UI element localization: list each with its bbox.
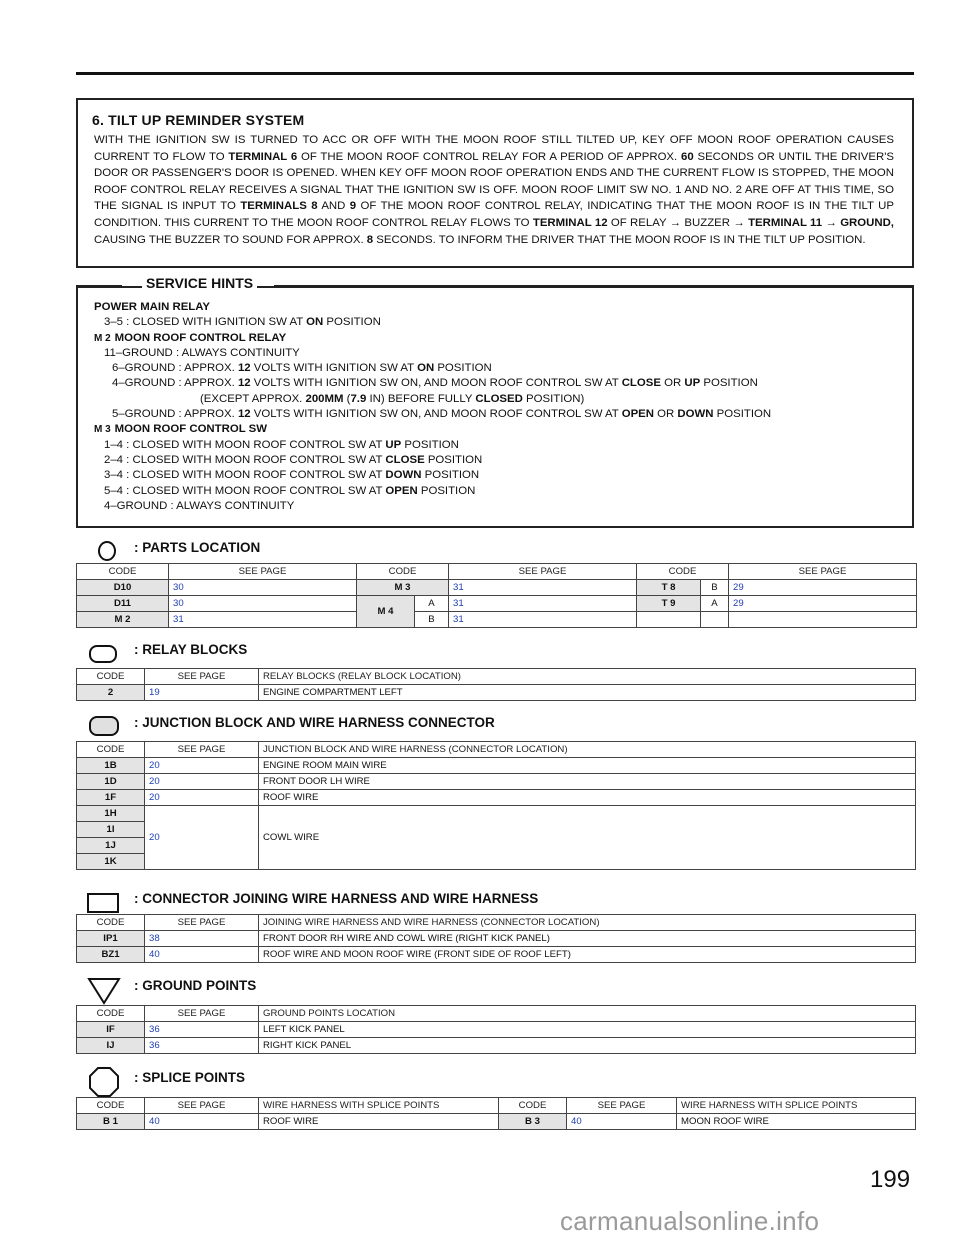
column-header: CODE bbox=[77, 564, 169, 580]
junction-block-table bbox=[76, 741, 916, 870]
tilt-up-section bbox=[76, 98, 914, 268]
table-row: 1K bbox=[77, 854, 916, 870]
junction-block-icon bbox=[88, 714, 120, 738]
divider bbox=[76, 285, 122, 287]
table-row: 1D 20 FRONT DOOR LH WIRE bbox=[77, 774, 916, 790]
hint-line: 4–GROUND : ALWAYS CONTINUITY bbox=[104, 499, 295, 512]
table-row: B 1 40 ROOF WIRE B 3 40 MOON ROOF WIRE bbox=[77, 1114, 916, 1130]
column-header: SEE PAGE bbox=[145, 1098, 259, 1114]
hint-line: 3–4 : CLOSED WITH MOON ROOF CONTROL SW AT DOWN POSITION bbox=[104, 469, 480, 482]
column-header: CODE bbox=[77, 1098, 145, 1114]
page-number: 199 bbox=[870, 1166, 911, 1193]
parts-location-icon bbox=[96, 540, 118, 562]
column-header: SEE PAGE bbox=[169, 564, 357, 580]
hint-line: 5–4 : CLOSED WITH MOON ROOF CONTROL SW AT OPEN POSITION bbox=[104, 484, 476, 497]
splice-point-icon bbox=[88, 1066, 120, 1098]
ground-points-title: : GROUND POINTS bbox=[134, 978, 257, 993]
table-row: 1I bbox=[77, 822, 916, 838]
table-header-row bbox=[77, 564, 917, 580]
column-header: CODE bbox=[77, 669, 145, 685]
hint-heading: M 2 MOON ROOF CONTROL RELAY bbox=[94, 331, 287, 344]
column-header: JUNCTION BLOCK AND WIRE HARNESS (CONNECTOR LOCATION) bbox=[259, 742, 916, 758]
hint-heading: M 3 MOON ROOF CONTROL SW bbox=[94, 423, 267, 436]
splice-points-table bbox=[76, 1097, 916, 1130]
column-header: SEE PAGE bbox=[145, 742, 259, 758]
ground-points-table bbox=[76, 1005, 916, 1054]
service-hints-header bbox=[76, 274, 914, 298]
table-row: 2 19 ENGINE COMPARTMENT LEFT bbox=[77, 685, 916, 701]
hint-line: 3–5 : CLOSED WITH IGNITION SW AT ON POSITION bbox=[104, 316, 381, 329]
column-header: CODE bbox=[637, 564, 729, 580]
column-header: CODE bbox=[357, 564, 449, 580]
hint-heading: POWER MAIN RELAY bbox=[94, 301, 211, 313]
table-header-row bbox=[77, 669, 916, 685]
tilt-description: WITH THE IGNITION SW IS TURNED TO ACC OR OFF WITH THE MOON ROOF STILL TILTED UP, KEY OFF MOON ROOF OPERATION CAUSES CURRENT TO FLOW TO TERMINAL 6 OF THE MOON ROOF CONTROL RELAY FOR A PERIOD OF APPROX. 60 SECONDS OR UNTIL THE DRIVER'S DOOR OR PASSENGER'S DOOR IS OPENED. WHEN KEY OFF MOON ROOF OPERATION ENDS AND THE CURRENT FLOW IS STOPPED, THE MOON ROOF CONTROL RELAY RECEIVES A SIGNAL THAT THE IGNITION SW IS OFF. MOON ROOF LIMIT SW NO. 1 AND NO. 2 ARE OFF AT THIS TIME, SO THE SIGNAL IS INPUT TO TERMINALS 8 AND 9 OF THE MOON ROOF CONTROL RELAY, INDICATING THAT THE MOON ROOF IS IN THE TILT UP CONDITION. THIS CURRENT TO THE MOON ROOF CONTROL RELAY FLOWS TO TERMINAL 12 OF RELAY → BUZZER → TERMINAL 11 → GROUND, CAUSING THE BUZZER TO SOUND FOR APPROX. 8 SECONDS. TO INFORM THE DRIVER THAT THE MOON ROOF IS IN THE TILT UP POSITION. bbox=[94, 134, 894, 246]
parts-location-table bbox=[76, 563, 917, 628]
column-header: RELAY BLOCKS (RELAY BLOCK LOCATION) bbox=[259, 669, 916, 685]
table-header-row bbox=[77, 915, 916, 931]
hint-line: 2–4 : CLOSED WITH MOON ROOF CONTROL SW AT CLOSE POSITION bbox=[104, 453, 483, 466]
hint-line: (EXCEPT APPROX. 200MM (7.9 IN) BEFORE FULLY CLOSED POSITION) bbox=[200, 392, 585, 405]
column-header: SEE PAGE bbox=[145, 915, 259, 931]
table-row: BZ1 40 ROOF WIRE AND MOON ROOF WIRE (FRONT SIDE OF ROOF LEFT) bbox=[77, 947, 916, 963]
column-header: WIRE HARNESS WITH SPLICE POINTS bbox=[677, 1098, 916, 1114]
column-header: SEE PAGE bbox=[449, 564, 637, 580]
table-row: IP1 38 FRONT DOOR RH WIRE AND COWL WIRE (RIGHT KICK PANEL) bbox=[77, 931, 916, 947]
column-header: SEE PAGE bbox=[567, 1098, 677, 1114]
table-row: D11 30 M 4 A 31 T 9 A 29 bbox=[77, 596, 917, 612]
hint-line: 1–4 : CLOSED WITH MOON ROOF CONTROL SW AT UP POSITION bbox=[104, 438, 459, 451]
table-row: IJ 36 RIGHT KICK PANEL bbox=[77, 1038, 916, 1054]
table-header-row bbox=[77, 1098, 916, 1114]
table-header-row bbox=[77, 742, 916, 758]
column-header: CODE bbox=[77, 1006, 145, 1022]
section-title: 6. TILT UP REMINDER SYSTEM bbox=[92, 112, 305, 128]
service-hints-body bbox=[94, 300, 902, 514]
column-header: SEE PAGE bbox=[729, 564, 917, 580]
divider bbox=[274, 285, 914, 287]
column-header: CODE bbox=[499, 1098, 567, 1114]
top-rule bbox=[76, 72, 914, 75]
relay-blocks-title: : RELAY BLOCKS bbox=[134, 642, 248, 657]
service-hints-title: SERVICE HINTS bbox=[142, 275, 257, 291]
splice-points-title: : SPLICE POINTS bbox=[134, 1070, 246, 1085]
connector-joining-title: : CONNECTOR JOINING WIRE HARNESS AND WIRE HARNESS bbox=[134, 891, 539, 906]
table-row: 1B 20 ENGINE ROOM MAIN WIRE bbox=[77, 758, 916, 774]
hint-line: 4–GROUND : APPROX. 12 VOLTS WITH IGNITION SW ON, AND MOON ROOF CONTROL SW AT CLOSE OR UP POSITION bbox=[112, 377, 758, 390]
connector-joining-table bbox=[76, 914, 916, 963]
table-row: IF 36 LEFT KICK PANEL bbox=[77, 1022, 916, 1038]
column-header: WIRE HARNESS WITH SPLICE POINTS bbox=[259, 1098, 499, 1114]
column-header: SEE PAGE bbox=[145, 669, 259, 685]
table-header-row bbox=[77, 1006, 916, 1022]
junction-block-title: : JUNCTION BLOCK AND WIRE HARNESS CONNECTOR bbox=[134, 715, 495, 730]
relay-block-icon bbox=[88, 643, 118, 665]
hint-line: 11–GROUND : ALWAYS CONTINUITY bbox=[104, 346, 300, 359]
service-hints-section bbox=[76, 286, 914, 528]
column-header: JOINING WIRE HARNESS AND WIRE HARNESS (CONNECTOR LOCATION) bbox=[259, 915, 916, 931]
column-header: SEE PAGE bbox=[145, 1006, 259, 1022]
table-row: 1H 20 COWL WIRE bbox=[77, 806, 916, 822]
watermark: carmanualsonline.info bbox=[560, 1206, 820, 1236]
table-row: M 2 31 B 31 bbox=[77, 612, 917, 628]
hint-line: 6–GROUND : APPROX. 12 VOLTS WITH IGNITION SW AT ON POSITION bbox=[112, 362, 492, 375]
column-header: CODE bbox=[77, 915, 145, 931]
table-row: 1J bbox=[77, 838, 916, 854]
relay-blocks-table bbox=[76, 668, 916, 701]
parts-location-title: : PARTS LOCATION bbox=[134, 540, 261, 555]
table-row: D10 30 M 3 31 T 8 B 29 bbox=[77, 580, 917, 596]
table-row: 1F 20 ROOF WIRE bbox=[77, 790, 916, 806]
connector-icon bbox=[86, 891, 120, 915]
ground-point-icon bbox=[86, 976, 122, 1006]
column-header: CODE bbox=[77, 742, 145, 758]
hint-line: 5–GROUND : APPROX. 12 VOLTS WITH IGNITION SW ON, AND MOON ROOF CONTROL SW AT OPEN OR DOWN POSITION bbox=[112, 408, 772, 421]
column-header: GROUND POINTS LOCATION bbox=[259, 1006, 916, 1022]
